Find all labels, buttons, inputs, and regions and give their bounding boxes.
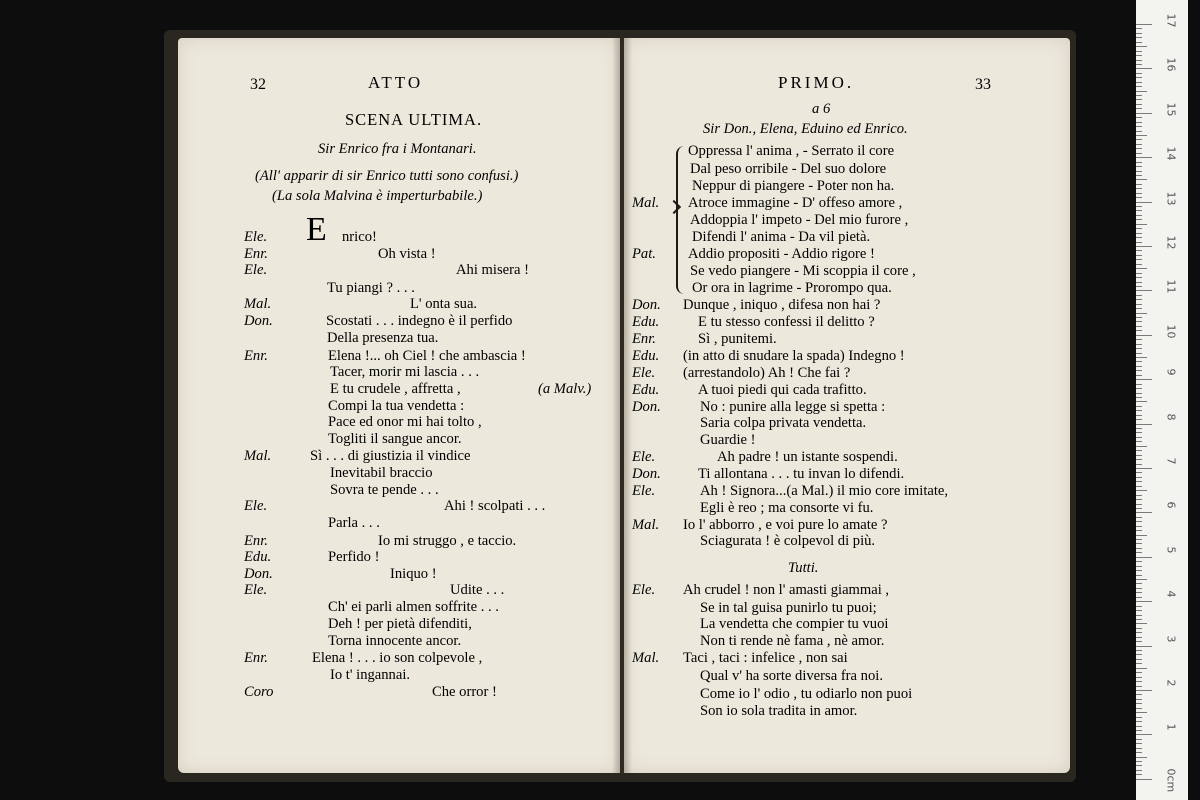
ruler-minor-tick [1136,464,1142,465]
ruler-minor-tick [1136,588,1142,589]
verse-line: Dal peso orribile - Del suo dolore [690,161,887,177]
verse-line: Taci , taci : infelice , non sai [683,650,848,666]
ruler-minor-tick [1136,481,1142,482]
ruler-minor-tick [1136,726,1142,727]
ruler-minor-tick [1136,321,1142,322]
ruler-minor-tick [1136,526,1142,527]
ruler-minor-tick [1136,517,1142,518]
verse-line: Sovra te pende . . . [330,482,439,498]
ruler-minor-tick [1136,91,1147,92]
speaker-label: Enr. [632,331,656,347]
ruler-minor-tick [1136,774,1142,775]
ruler-minor-tick [1136,144,1142,145]
ruler-minor-tick [1136,561,1142,562]
speaker-label: Mal. [632,517,660,533]
speaker-label: Don. [244,566,273,582]
ruler-minor-tick [1136,255,1142,256]
speaker-label: Ele. [632,449,656,465]
ruler-minor-tick [1136,166,1142,167]
ruler-label: 1 [1164,723,1178,731]
ruler-minor-tick [1136,237,1142,238]
speaker-label: Ele. [244,229,268,245]
drop-cap: E [306,211,327,248]
speaker-label: Mal. [244,296,272,312]
speaker-label: Mal. [632,195,660,211]
ruler-minor-tick [1136,308,1142,309]
ruler-minor-tick [1136,188,1142,189]
verse-line: Saria colpa privata vendetta. [700,415,867,431]
ruler-major-tick [1136,468,1152,469]
verse-line: Se in tal guisa punirlo tu puoi; [700,600,877,616]
ruler-minor-tick [1136,730,1142,731]
ruler-minor-tick [1136,543,1142,544]
ruler-minor-tick [1136,286,1142,287]
ruler-minor-tick [1136,708,1142,709]
verse-line: (in atto di snudare la spada) Indegno ! [683,348,905,364]
ruler-minor-tick [1136,117,1142,118]
stage-direction: (All' apparir di sir Enrico tutti sono confusi.) [255,168,519,184]
ruler-minor-tick [1136,51,1142,52]
verse-line: Io mi struggo , e taccio. [378,533,517,549]
ruler-minor-tick [1136,592,1142,593]
verse-line: Dunque , iniquo , difesa non hai ? [683,297,881,313]
ruler-major-tick [1136,690,1152,691]
verse-line: Come io l' odio , tu odiarlo non puoi [700,686,913,702]
ruler-major-tick [1136,379,1152,380]
verse-line: Addoppia l' impeto - Del mio furore , [690,212,909,228]
ruler-minor-tick [1136,139,1142,140]
page-number-right: 33 [975,76,991,93]
speaker-label: Edu. [632,382,660,398]
verse-line: Ah padre ! un istante sospendi. [717,449,898,465]
ruler-minor-tick [1136,162,1142,163]
verse-line: Deh ! per pietà difenditi, [328,616,472,632]
ruler-minor-tick [1136,33,1142,34]
ruler-minor-tick [1136,419,1142,420]
ruler-minor-tick [1136,521,1142,522]
ruler-minor-tick [1136,250,1142,251]
ruler-minor-tick [1136,228,1142,229]
ruler-minor-tick [1136,530,1142,531]
ruler-minor-tick [1136,535,1147,536]
ruler-minor-tick [1136,566,1142,567]
ruler-minor-tick [1136,739,1142,740]
verse-line: Io l' abborro , e voi pure lo amate ? [683,517,888,533]
ruler-minor-tick [1136,179,1147,180]
ruler-minor-tick [1136,459,1142,460]
ruler-minor-tick [1136,401,1147,402]
verse-line: Guardie ! [700,432,756,448]
verse-line: Elena ! . . . io son colpevole , [312,650,483,666]
ruler-minor-tick [1136,450,1142,451]
ruler-minor-tick [1136,135,1147,136]
ruler-minor-tick [1136,210,1142,211]
ruler-label: 8 [1164,413,1178,421]
ruler-minor-tick [1136,699,1142,700]
verse-line: Se vedo piangere - Mi scoppia il core , [690,263,916,279]
ruler-minor-tick [1136,539,1142,540]
ruler-minor-tick [1136,175,1142,176]
ruler-minor-tick [1136,637,1142,638]
ruler-minor-tick [1136,606,1142,607]
verse-line: Ahi misera ! [456,262,529,278]
ruler-minor-tick [1136,623,1147,624]
ruler-minor-tick [1136,757,1147,758]
ruler-minor-tick [1136,659,1142,660]
ruler-minor-tick [1136,628,1142,629]
ruler-major-tick [1136,512,1152,513]
ruler-minor-tick [1136,82,1142,83]
ruler-minor-tick [1136,428,1142,429]
ruler-minor-tick [1136,672,1142,673]
ensemble-brace [676,146,685,294]
ruler-minor-tick [1136,477,1142,478]
ruler-minor-tick [1136,703,1142,704]
speaker-label: Mal. [632,650,660,666]
ruler-minor-tick [1136,654,1142,655]
verse-line: Sciagurata ! è colpevol di più. [700,533,876,549]
ruler-minor-tick [1136,86,1142,87]
ruler-minor-tick [1136,575,1142,576]
ruler-label: 14 [1164,146,1178,161]
verse-line: Addio propositi - Addio rigore ! [688,246,875,262]
verse-line: Ti allontana . . . tu invan lo difendi. [698,466,905,482]
verse-line: Or ora in lagrime - Prorompo qua. [692,280,892,296]
ruler-minor-tick [1136,317,1142,318]
ruler-minor-tick [1136,388,1142,389]
ruler-minor-tick [1136,224,1147,225]
ruler-minor-tick [1136,131,1142,132]
verse-line: Difendi l' anima - Da vil pietà. [692,229,871,245]
ruler-major-tick [1136,734,1152,735]
ruler-major-tick [1136,290,1152,291]
ruler-major-tick [1136,557,1152,558]
speaker-label: Enr. [244,348,268,364]
ruler-minor-tick [1136,73,1142,74]
ruler-minor-tick [1136,233,1142,234]
speaker-label: Edu. [244,549,272,565]
speaker-label: Mal. [244,448,272,464]
verse-line: Perfido ! [328,549,380,565]
ruler-minor-tick [1136,197,1142,198]
ruler-minor-tick [1136,610,1142,611]
speaker-label: Edu. [632,348,660,364]
ruler-label: 16 [1164,57,1178,72]
ruler-minor-tick [1136,370,1142,371]
ruler-minor-tick [1136,641,1142,642]
speaker-label: Ele. [632,582,656,598]
verse-line: Togliti il sangue ancor. [328,431,462,447]
speaker-label: Don. [244,313,273,329]
ruler-minor-tick [1136,397,1142,398]
ruler-minor-tick [1136,273,1142,274]
ruler-minor-tick [1136,748,1142,749]
verse-line: Oppressa l' anima , - Serrato il core [688,143,895,159]
ruler-label: 9 [1164,368,1178,376]
ruler-minor-tick [1136,686,1142,687]
verse-line: E tu crudele , affretta , [330,381,461,397]
speaker-label: Pat. [632,246,656,262]
ensemble-marker: a 6 [812,101,831,117]
ruler-minor-tick [1136,37,1142,38]
ruler-minor-tick [1136,432,1142,433]
ruler-minor-tick [1136,122,1142,123]
ruler-minor-tick [1136,330,1142,331]
ruler-minor-tick [1136,761,1142,762]
verse-line: E tu stesso confessi il delitto ? [698,314,875,330]
ruler-minor-tick [1136,171,1142,172]
ruler-minor-tick [1136,552,1142,553]
ruler-minor-tick [1136,242,1142,243]
ruler-minor-tick [1136,415,1142,416]
ruler-minor-tick [1136,499,1142,500]
ruler-label: 3 [1164,635,1178,643]
ruler-major-tick [1136,202,1152,203]
verse-line: nrico! [342,229,377,245]
ruler-minor-tick [1136,268,1147,269]
ruler-minor-tick [1136,495,1142,496]
ruler-minor-tick [1136,681,1142,682]
verse-line: Son io sola tradita in amor. [700,703,858,719]
ruler-minor-tick [1136,264,1142,265]
verse-line: Pace ed onor mi hai tolto , [328,414,482,430]
ensemble-heading: Tutti. [788,560,819,576]
ruler-minor-tick [1136,344,1142,345]
ruler-label: 4 [1164,590,1178,598]
ruler-minor-tick [1136,752,1142,753]
verse-line: Parla . . . [328,515,380,531]
speaker-label: Don. [632,399,661,415]
ruler-label: 5 [1164,546,1178,554]
ruler-major-tick [1136,113,1152,114]
ruler-minor-tick [1136,46,1147,47]
scene-subtitle: Sir Enrico fra i Montanari. [318,141,477,157]
stage-direction: (La sola Malvina è imperturbabile.) [272,188,483,204]
verse-line: L' onta sua. [410,296,478,312]
ruler-minor-tick [1136,215,1142,216]
ruler-minor-tick [1136,206,1142,207]
speaker-label: Enr. [244,533,268,549]
speaker-label: Enr. [244,650,268,666]
ruler-minor-tick [1136,508,1142,509]
ruler-minor-tick [1136,486,1142,487]
verse-line: Tu piangi ? . . . [327,280,415,296]
ruler-minor-tick [1136,548,1142,549]
ruler-major-tick [1136,424,1152,425]
ruler-minor-tick [1136,326,1142,327]
verse-line: Compi la tua vendetta : [328,398,465,414]
ruler-minor-tick [1136,504,1142,505]
verse-line: Inevitabil braccio [330,465,433,481]
speaker-label: Don. [632,297,661,313]
verse-line: Udite . . . [450,582,505,598]
ruler-minor-tick [1136,153,1142,154]
ruler-major-tick [1136,24,1152,25]
ruler-minor-tick [1136,446,1147,447]
verse-line: (arrestandolo) Ah ! Che fai ? [683,365,851,381]
ruler-minor-tick [1136,366,1142,367]
ruler-minor-tick [1136,339,1142,340]
ruler-major-tick [1136,601,1152,602]
ruler-minor-tick [1136,437,1142,438]
ruler-minor-tick [1136,95,1142,96]
ruler-minor-tick [1136,570,1142,571]
ruler-label: 0cm [1164,768,1178,793]
ruler-label: 11 [1164,279,1178,294]
ruler-label: 2 [1164,679,1178,687]
verse-line: Sì , punitemi. [698,331,777,347]
verse-line: Che orror ! [432,684,497,700]
ruler-minor-tick [1136,42,1142,43]
ruler-minor-tick [1136,455,1142,456]
ruler-major-tick [1136,335,1152,336]
ruler-minor-tick [1136,361,1142,362]
running-head-left: ATTO [368,73,424,92]
ruler-minor-tick [1136,384,1142,385]
ruler-minor-tick [1136,304,1142,305]
speaker-label: Ele. [244,582,268,598]
ruler-minor-tick [1136,60,1142,61]
ruler-minor-tick [1136,472,1142,473]
ruler-minor-tick [1136,765,1142,766]
ruler-minor-tick [1136,28,1142,29]
verse-line: Sì . . . di giustizia il vindice [310,448,471,464]
speaker-label: Ele. [632,483,656,499]
ruler-minor-tick [1136,219,1142,220]
book-gutter [612,38,632,773]
page-number-left: 32 [250,76,266,93]
ruler-label: 15 [1164,102,1178,117]
ruler-minor-tick [1136,108,1142,109]
ruler-label: 7 [1164,457,1178,465]
ruler-minor-tick [1136,632,1142,633]
speaker-label: Enr. [244,246,268,262]
ruler-minor-tick [1136,579,1147,580]
ensemble-cast: Sir Don., Elena, Eduino ed Enrico. [703,121,908,137]
verse-line: Neppur di piangere - Poter non ha. [692,178,895,194]
ruler-minor-tick [1136,694,1142,695]
ruler-minor-tick [1136,597,1142,598]
ruler-label: 10 [1164,324,1178,339]
ruler-minor-tick [1136,64,1142,65]
verse-line: Qual v' ha sorte diversa fra noi. [700,668,883,684]
verse-line: A tuoi piedi qui cada trafitto. [698,382,867,398]
ruler-minor-tick [1136,348,1142,349]
ruler-minor-tick [1136,721,1142,722]
ruler-minor-tick [1136,615,1142,616]
ruler-minor-tick [1136,353,1142,354]
ruler-minor-tick [1136,184,1142,185]
verse-line: Egli è reo ; ma consorte vi fu. [700,500,874,516]
speaker-label: Coro [244,684,274,700]
ruler-minor-tick [1136,717,1142,718]
verse-line: Iniquo ! [390,566,437,582]
ruler-major-tick [1136,246,1152,247]
verse-line: Ah crudel ! non l' amasti giammai , [683,582,890,598]
verse-line: Tacer, morir mi lascia . . . [330,364,480,380]
ruler-major-tick [1136,157,1152,158]
ruler-minor-tick [1136,441,1142,442]
ruler-minor-tick [1136,299,1142,300]
ruler-minor-tick [1136,393,1142,394]
ruler-minor-tick [1136,259,1142,260]
verse-line: Ahi ! scolpati . . . [444,498,546,514]
ruler-minor-tick [1136,313,1147,314]
ruler-minor-tick [1136,126,1142,127]
ruler-label: 12 [1164,235,1178,250]
verse-line: Ch' ei parli almen soffrite . . . [328,599,499,615]
ruler-minor-tick [1136,277,1142,278]
speaker-label: Edu. [632,314,660,330]
verse-line: Ah ! Signora...(a Mal.) il mio core imitate, [700,483,949,499]
ruler-minor-tick [1136,295,1142,296]
verse-line: Non ti rende nè fama , nè amor. [700,633,885,649]
ruler-minor-tick [1136,668,1147,669]
aside-direction: (a Malv.) [538,381,592,397]
ruler-minor-tick [1136,375,1142,376]
verse-line: Della presenza tua. [327,330,439,346]
verse-line: La vendetta che compier tu vuoi [700,616,889,632]
ruler-minor-tick [1136,55,1142,56]
ruler-minor-tick [1136,663,1142,664]
ruler-minor-tick [1136,77,1142,78]
ruler-minor-tick [1136,650,1142,651]
verse-line: Atroce immagine - D' offeso amore , [688,195,903,211]
ruler-minor-tick [1136,490,1147,491]
verse-line: Torna innocente ancor. [328,633,462,649]
ruler-minor-tick [1136,148,1142,149]
ruler-major-tick [1136,68,1152,69]
verse-line: Oh vista ! [378,246,436,262]
ruler-label: 13 [1164,191,1178,206]
ruler-minor-tick [1136,410,1142,411]
speaker-label: Ele. [632,365,656,381]
ruler-minor-tick [1136,743,1142,744]
verse-line: Elena !... oh Ciel ! che ambascia ! [328,348,526,364]
verse-line: No : punire alla legge si spetta : [700,399,886,415]
running-head-right: PRIMO. [778,73,855,92]
ruler-label: 6 [1164,501,1178,509]
ruler-minor-tick [1136,282,1142,283]
ruler-minor-tick [1136,677,1142,678]
ruler-minor-tick [1136,193,1142,194]
ruler-minor-tick [1136,619,1142,620]
ruler-minor-tick [1136,357,1147,358]
scene-title: SCENA ULTIMA. [345,110,483,129]
ruler-minor-tick [1136,712,1147,713]
ruler-minor-tick [1136,583,1142,584]
ruler-major-tick [1136,646,1152,647]
speaker-label: Ele. [244,498,268,514]
ruler-minor-tick [1136,770,1142,771]
ruler-label: 17 [1164,13,1178,28]
ruler-minor-tick [1136,104,1142,105]
ruler-minor-tick [1136,99,1142,100]
verse-line: Io t' ingannai. [330,667,411,683]
measuring-ruler [1136,0,1188,800]
speaker-label: Don. [632,466,661,482]
ruler-minor-tick [1136,406,1142,407]
ruler-major-tick [1136,779,1152,780]
speaker-label: Ele. [244,262,268,278]
verse-line: Scostati . . . indegno è il perfido [326,313,513,329]
